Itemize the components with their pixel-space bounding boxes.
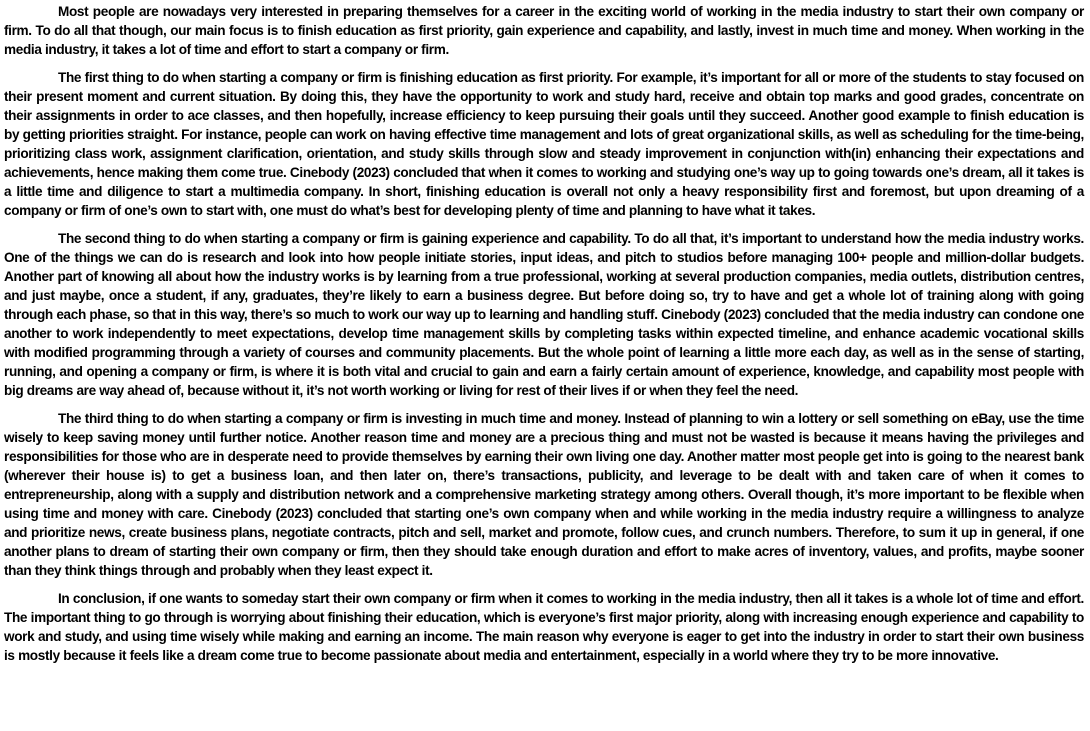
paragraph-conclusion: In conclusion, if one wants to someday start their own company or firm when it comes to working in the media industry, then all it takes is a whole lot of time and effort. The important thing to go through is worrying about finishing their education, which is everyone’s first major priority, along with increasing enough experience and capability to work and study, and using time wisely while making and earning an income. The main reason why everyone is eager to get into the industry in order to start their own business is mostly because it feels like a dream come true to become passionate about media and entertainment, especially in a world where they try to be more innovative. [4,591,1084,663]
paragraph-investment: The third thing to do when starting a company or firm is investing in much time and money. Instead of planning to win a lottery or sell something on eBay, use the time wisely to keep saving money until further notice. Another reason time and money are a precious thing and must not be wasted is because it means having the privileges and responsibilities for those who are in desperate need to provide themselves by earning their own living one day. Another matter most people get into is going to the nearest bank (wherever their house is) to get a business loan, and then later on, there’s transactions, publicity, and leverage to be dealt with and taken care of when it comes to entrepreneurship, along with a supply and distribution network and a comprehensive marketing strategy among others. Overall though, it’s more important to be flexible when using time and money with care. Cinebody (2023) concluded that starting one’s own company when and while working in the media industry require a willingness to analyze and prioritize news, create business plans, negotiate contracts, pitch and sell, market and promote, follow cues, and crunch numbers. Therefore, to sum it up in general, if one another plans to dream of starting their own company or firm, then they should take enough duration and effort to make acres of inventory, values, and profits, maybe sooner than they think things through and probably when they least expect it. [4,411,1084,578]
paragraph-experience: The second thing to do when starting a company or firm is gaining experience and capability. To do all that, it’s important to understand how the media industry works. One of the things we can do is research and look into how people initiate stories, input ideas, and pitch to studios before managing 100+ people and million-dollar budgets. Another part of knowing all about how the industry works is by learning from a true professional, working at several production companies, media outlets, distribution centres, and just maybe, once a student, if any, graduates, they’re likely to earn a business degree. But before doing so, try to have and get a whole lot of training along with going through each phase, so that in this way, there’s so much to work our way up to learning and handling stuff. Cinebody (2023) concluded that the media industry can condone one another to work independently to meet expectations, develop time management skills by completing tasks within expected timeline, and enhance academic vocational skills with modified programming through a variety of courses and community placements. But the whole point of learning a little more each day, as well as in the sense of starting, running, and opening a company or firm, is where it is both vital and crucial to gain and earn a fairly certain amount of experience, knowledge, and capability most people with big dreams are way ahead of, because without it, it’s not worth working or living for rest of their lives if or when they feel the need. [4,231,1084,398]
paragraph-education: The first thing to do when starting a company or firm is finishing education as first priority. For example, it’s important for all or more of the students to stay focused on their present moment and current situation. By doing this, they have the opportunity to work and study hard, receive and obtain top marks and good grades, concentrate on their assignments in order to ace classes, and then hopefully, increase efficiency to keep pursuing their goals until they succeed. Another good example to finish education is by getting priorities straight. For instance, people can work on having effective time management and lots of great organizational skills, as well as scheduling for the time-being, prioritizing class work, assignment clarification, orientation, and study skills through slow and steady improvement in conjunction with(in) enhancing their expectations and achievements, hence making them come true. Cinebody (2023) concluded that when it comes to working and studying one’s way up to going towards one’s dream, all it takes is a little time and diligence to start a multimedia company. In short, finishing education is overall not only a heavy responsibility first and foremost, but upon dreaming of a company or firm of one’s own to start with, one must do what’s best for developing plenty of time and planning to have what it takes. [4,70,1084,218]
paragraph-introduction: Most people are nowadays very interested in preparing themselves for a career in the exciting world of working in the media industry to start their own company or firm. To do all that though, our main focus is to finish education as first priority, gain experience and capability, and lastly, invest in much time and money. When working in the media industry, it takes a lot of time and effort to start a company or firm. [4,4,1084,57]
